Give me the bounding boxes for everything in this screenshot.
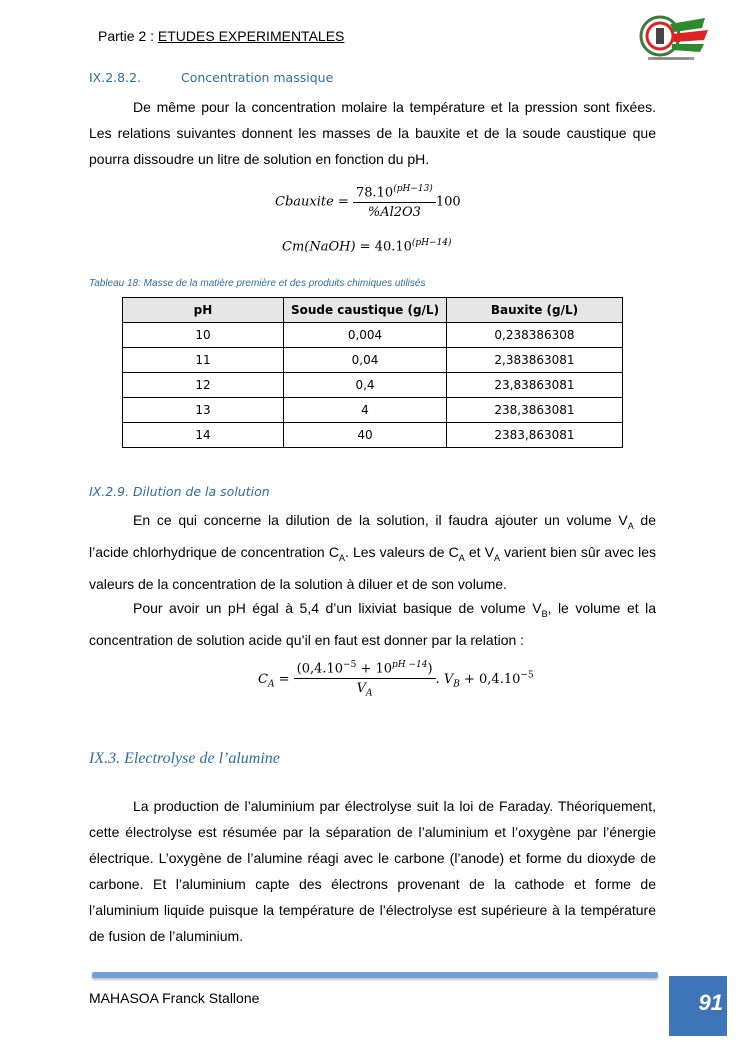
table-cell: 13	[123, 398, 284, 423]
paragraph-dilution-1: En ce qui concerne la dilution de la solution, il faudra ajouter un volume $V_A$ de l’acide chlorhydrique de concentration $C_A$. Les valeurs de $C_A$ et $V_A$ varient bien sûr avec les valeurs de la concentration de la solution à diluer et de son volume.	[89, 512, 656, 592]
table-cell: 0,04	[284, 348, 447, 373]
running-header	[98, 28, 344, 44]
equation-cbauxite: Cbauxite = $\frac{78.10^{(pH-13)}}{\%Al2O3}$ 100	[275, 184, 461, 221]
table-cell: 14	[123, 423, 284, 448]
column-header-soude: Soude caustique (g/L)	[284, 298, 447, 323]
table-cell: 23,83863081	[447, 373, 623, 398]
section-heading-ix-3: IX.3. Electrolyse de l’alumine	[89, 750, 280, 767]
page-number: 91	[698, 990, 723, 1015]
table-row	[123, 423, 623, 448]
column-header-ph: pH	[123, 298, 284, 323]
section-heading-ix-2-8-2	[89, 70, 333, 85]
table-cell: 2383,863081	[447, 423, 623, 448]
paragraph-concentration-massique: De même pour la concentration molaire la température et la pression sont fixées. Les relations suivantes donnent les masses de la bauxite et de la soude caustique que pourra dissoudre un litre de solution en fonction du pH.	[89, 99, 656, 167]
table-cell: 10	[123, 323, 284, 348]
table-row	[123, 398, 623, 423]
paragraph-dilution-2: Pour avoir un pH égal à 5,4 d’un lixiviat basique de volume $V_B$, le volume et la concentration de solution acide qu’il en faut est donner par la relation :	[89, 600, 656, 648]
table-cell: 238,3863081	[447, 398, 623, 423]
footer-author: MAHASOA Franck Stallone	[89, 990, 260, 1006]
table-cell: 0,4	[284, 373, 447, 398]
table-caption: Tableau 18: Masse de la matière première et des produits chimiques utilisés	[89, 278, 426, 289]
section-number: IX.2.8.2.	[89, 70, 142, 85]
logo-caption: Université Polytechnique de Madagascar	[652, 58, 690, 60]
table-cell: 4	[284, 398, 447, 423]
equation-cm-naoh: Cm(NaOH) = $40.10^{(pH-14)}$	[282, 238, 452, 255]
table-row	[123, 323, 623, 348]
table-cell: 11	[123, 348, 284, 373]
table-cell: 0,238386308	[447, 323, 623, 348]
table-cell: 0,004	[284, 323, 447, 348]
university-logo-icon	[630, 14, 712, 64]
footer-rule	[92, 972, 658, 978]
data-table	[122, 297, 623, 448]
table-cell: 12	[123, 373, 284, 398]
paragraph-electrolyse: La production de l’aluminium par électrolyse suit la loi de Faraday. Théoriquement, cette électrolyse est résumée par la séparation de l’aluminium et l’oxygène par l’énergie électrique. L’oxygène de l’alumine réagi avec le carbone (l’anode) et forme du dioxyde de carbone. Et l’aluminium capte des électrons provenant de la cathode et forme de l’aluminium liquide puisque la température de l’électrolyse est supérieure à la température de fusion de l’aluminium.	[89, 798, 656, 944]
table-row	[123, 373, 623, 398]
equation-ca: $C_A$ = $\frac{(0,4.10^{-5} + 10^{pH -14})}{V_A}$ . $V_B + 0,4.10^{-5}$	[258, 660, 534, 699]
column-header-bauxite: Bauxite (g/L)	[447, 298, 623, 323]
table-header-row	[123, 298, 623, 323]
table-row	[123, 348, 623, 373]
section-title: Concentration massique	[180, 70, 334, 85]
table-cell: 40	[284, 423, 447, 448]
section-heading-ix-2-9: IX.2.9. Dilution de la solution	[89, 484, 270, 499]
header-prefix: Partie 2 :	[98, 28, 158, 44]
table-cell: 2,383863081	[447, 348, 623, 373]
header-title: ETUDES EXPERIMENTALES	[157, 28, 345, 44]
